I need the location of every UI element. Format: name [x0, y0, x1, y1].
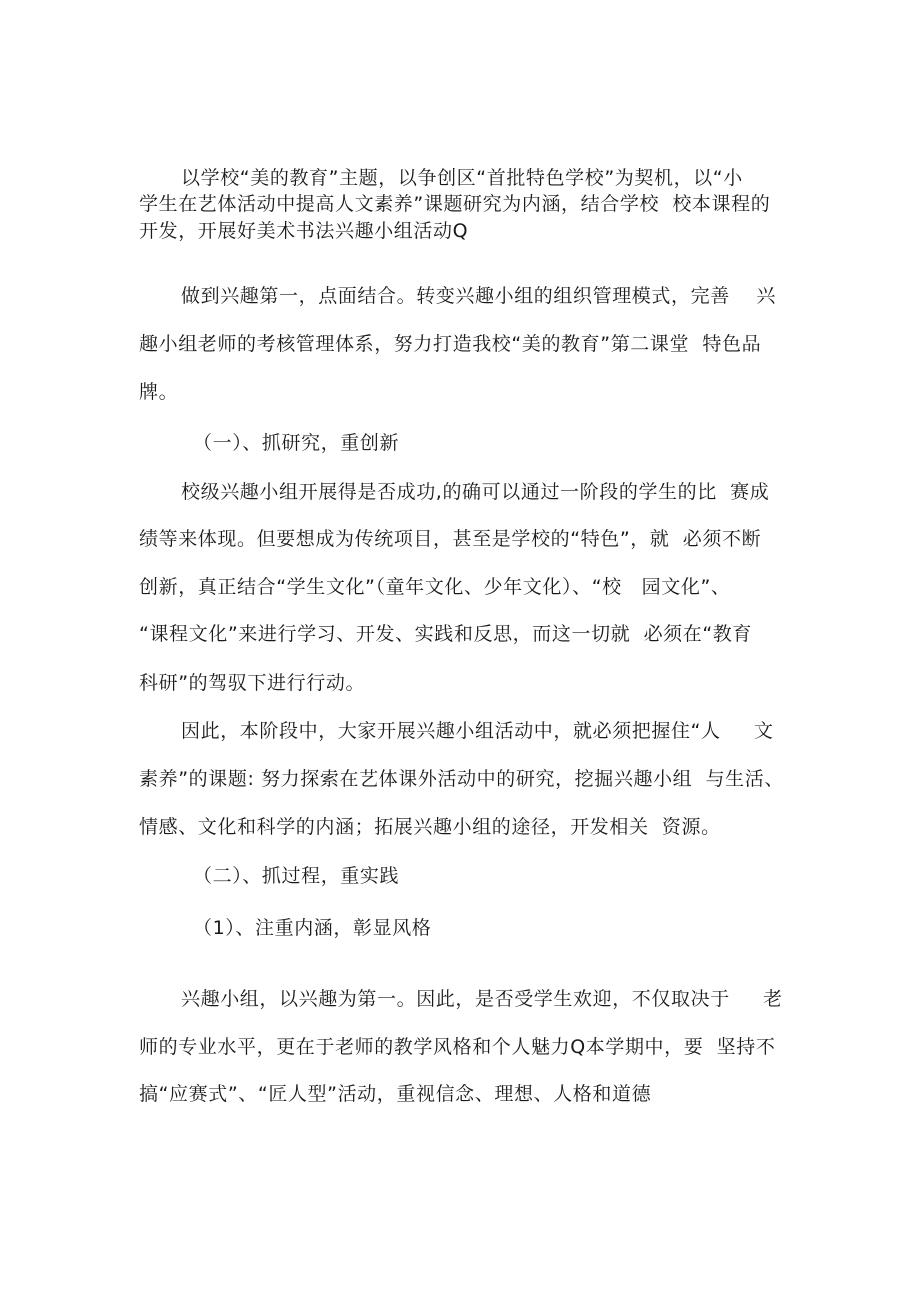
text-line: 创新，真正结合“学生文化”（童年文化、少年文化）、“校 园文化”、: [139, 576, 731, 598]
text-line: 师的专业水平，更在于老师的教学风格和个人魅力Q本学期中，要 坚持不: [139, 1036, 776, 1058]
text-line: 开发，开展好美术书法兴趣小组活动Q: [139, 220, 469, 242]
subsection-heading-style: （1）、注重内涵，彰显风格: [193, 917, 432, 939]
text-line: 科研”的驾驭下进行行动。: [139, 672, 366, 694]
text-line: 趣小组老师的考核管理体系，努力打造我校“美的教育”第二课堂 特色品: [139, 333, 762, 355]
section-heading-practice: （二）、抓过程，重实践: [193, 865, 400, 887]
text-line: 搞“应赛式”、“匠人型”活动，重视信念、理想、人格和道德: [139, 1083, 652, 1105]
text-line: 学生在艺体活动中提高人文素养”课题研究为内涵，结合学校 校本课程的: [139, 193, 771, 215]
section-heading-research: （一）、抓研究，重创新: [193, 432, 400, 454]
text-line: 牌。: [139, 381, 179, 403]
text-line: 绩等来体现。但要想成为传统项目，甚至是学校的“特色”，就 必须不断: [139, 528, 762, 550]
text-line: 兴趣小组，以兴趣为第一。因此，是否受学生欢迎，不仅取决于 老: [181, 988, 783, 1010]
text-line: 情感、文化和科学的内涵；拓展兴趣小组的途径，开发相关 资源。: [139, 816, 721, 838]
text-line: “课程文化”来进行学习、开发、实践和反思，而这一切就 必须在“教育: [139, 623, 753, 645]
text-line: 素养”的课题: 努力探索在艺体课外活动中的研究，挖掘兴趣小组 与生活、: [139, 768, 784, 790]
text-line: 做到兴趣第一，点面结合。转变兴趣小组的组织管理模式，完善 兴: [181, 285, 776, 307]
text-line: 因此，本阶段中，大家开展兴趣小组活动中，就必须把握住“人 文: [181, 720, 774, 742]
text-line: 以学校“美的教育”主题，以争创区“首批特色学校”为契机，以“小: [181, 167, 743, 189]
text-line: 校级兴趣小组开展得是否成功,的确可以通过一阶段的学生的比 赛成: [181, 481, 770, 503]
